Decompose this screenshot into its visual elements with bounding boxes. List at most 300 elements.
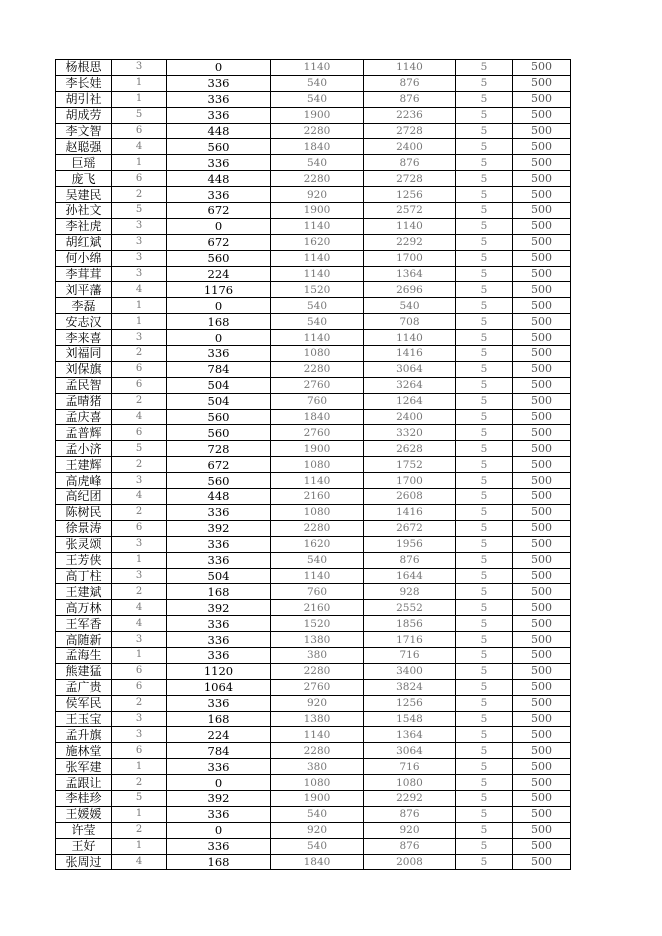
value-cell-2[interactable]: 784 (167, 361, 271, 377)
value-cell-1[interactable]: 3 (112, 60, 167, 76)
value-cell-3[interactable]: 1900 (271, 441, 364, 457)
value-cell-6[interactable]: 500 (513, 107, 571, 123)
name-cell[interactable]: 孟广贵 (56, 679, 112, 695)
value-cell-6[interactable]: 500 (513, 647, 571, 663)
value-cell-6[interactable]: 500 (513, 536, 571, 552)
value-cell-2[interactable]: 336 (167, 107, 271, 123)
value-cell-1[interactable]: 1 (112, 91, 167, 107)
value-cell-5[interactable]: 5 (456, 679, 513, 695)
name-cell[interactable]: 王媛媛 (56, 806, 112, 822)
value-cell-4[interactable]: 1956 (364, 536, 456, 552)
value-cell-4[interactable]: 2400 (364, 409, 456, 425)
value-cell-6[interactable]: 500 (513, 822, 571, 838)
name-cell[interactable]: 刘平藩 (56, 282, 112, 298)
value-cell-3[interactable]: 2280 (271, 171, 364, 187)
value-cell-6[interactable]: 500 (513, 489, 571, 505)
value-cell-5[interactable]: 5 (456, 234, 513, 250)
value-cell-1[interactable]: 4 (112, 489, 167, 505)
value-cell-2[interactable]: 504 (167, 377, 271, 393)
value-cell-6[interactable]: 500 (513, 330, 571, 346)
name-cell[interactable]: 孙社文 (56, 203, 112, 219)
value-cell-1[interactable]: 5 (112, 790, 167, 806)
value-cell-3[interactable]: 1080 (271, 775, 364, 791)
value-cell-5[interactable]: 5 (456, 536, 513, 552)
value-cell-1[interactable]: 4 (112, 854, 167, 870)
name-cell[interactable]: 杨根思 (56, 60, 112, 76)
value-cell-1[interactable]: 3 (112, 473, 167, 489)
value-cell-5[interactable]: 5 (456, 616, 513, 632)
value-cell-1[interactable]: 4 (112, 600, 167, 616)
value-cell-4[interactable]: 1644 (364, 568, 456, 584)
value-cell-5[interactable]: 5 (456, 759, 513, 775)
value-cell-1[interactable]: 6 (112, 663, 167, 679)
value-cell-2[interactable]: 168 (167, 854, 271, 870)
name-cell[interactable]: 孟跟让 (56, 775, 112, 791)
value-cell-5[interactable]: 5 (456, 60, 513, 76)
value-cell-4[interactable]: 2608 (364, 489, 456, 505)
value-cell-3[interactable]: 1380 (271, 632, 364, 648)
value-cell-2[interactable]: 672 (167, 457, 271, 473)
value-cell-2[interactable]: 336 (167, 759, 271, 775)
value-cell-5[interactable]: 5 (456, 504, 513, 520)
value-cell-2[interactable]: 336 (167, 504, 271, 520)
value-cell-4[interactable]: 2400 (364, 139, 456, 155)
name-cell[interactable]: 刘福同 (56, 346, 112, 362)
value-cell-2[interactable]: 784 (167, 743, 271, 759)
value-cell-6[interactable]: 500 (513, 759, 571, 775)
value-cell-1[interactable]: 3 (112, 711, 167, 727)
value-cell-6[interactable]: 500 (513, 568, 571, 584)
name-cell[interactable]: 孟民智 (56, 377, 112, 393)
value-cell-1[interactable]: 4 (112, 282, 167, 298)
value-cell-3[interactable]: 1840 (271, 409, 364, 425)
name-cell[interactable]: 李文智 (56, 123, 112, 139)
name-cell[interactable]: 孟海生 (56, 647, 112, 663)
value-cell-6[interactable]: 500 (513, 679, 571, 695)
name-cell[interactable]: 王好 (56, 838, 112, 854)
value-cell-4[interactable]: 876 (364, 155, 456, 171)
value-cell-5[interactable]: 5 (456, 822, 513, 838)
value-cell-3[interactable]: 2160 (271, 600, 364, 616)
value-cell-5[interactable]: 5 (456, 298, 513, 314)
value-cell-1[interactable]: 5 (112, 441, 167, 457)
value-cell-2[interactable]: 560 (167, 473, 271, 489)
value-cell-2[interactable]: 1176 (167, 282, 271, 298)
name-cell[interactable]: 孟小济 (56, 441, 112, 457)
value-cell-4[interactable]: 1416 (364, 346, 456, 362)
value-cell-1[interactable]: 3 (112, 250, 167, 266)
name-cell[interactable]: 刘保旗 (56, 361, 112, 377)
value-cell-3[interactable]: 1520 (271, 282, 364, 298)
value-cell-1[interactable]: 4 (112, 139, 167, 155)
name-cell[interactable]: 胡红斌 (56, 234, 112, 250)
value-cell-1[interactable]: 6 (112, 171, 167, 187)
name-cell[interactable]: 李来喜 (56, 330, 112, 346)
value-cell-2[interactable]: 448 (167, 123, 271, 139)
name-cell[interactable]: 陈树民 (56, 504, 112, 520)
value-cell-5[interactable]: 5 (456, 520, 513, 536)
name-cell[interactable]: 巨瑶 (56, 155, 112, 171)
value-cell-1[interactable]: 1 (112, 75, 167, 91)
value-cell-5[interactable]: 5 (456, 743, 513, 759)
name-cell[interactable]: 熊建猛 (56, 663, 112, 679)
value-cell-6[interactable]: 500 (513, 743, 571, 759)
value-cell-6[interactable]: 500 (513, 695, 571, 711)
value-cell-2[interactable]: 392 (167, 600, 271, 616)
value-cell-4[interactable]: 3064 (364, 743, 456, 759)
value-cell-6[interactable]: 500 (513, 552, 571, 568)
value-cell-5[interactable]: 5 (456, 218, 513, 234)
value-cell-5[interactable]: 5 (456, 203, 513, 219)
value-cell-5[interactable]: 5 (456, 632, 513, 648)
value-cell-6[interactable]: 500 (513, 393, 571, 409)
value-cell-1[interactable]: 6 (112, 679, 167, 695)
value-cell-1[interactable]: 5 (112, 203, 167, 219)
value-cell-3[interactable]: 1900 (271, 790, 364, 806)
value-cell-4[interactable]: 1140 (364, 60, 456, 76)
value-cell-5[interactable]: 5 (456, 187, 513, 203)
name-cell[interactable]: 王建辉 (56, 457, 112, 473)
value-cell-5[interactable]: 5 (456, 107, 513, 123)
value-cell-6[interactable]: 500 (513, 520, 571, 536)
name-cell[interactable]: 吴建民 (56, 187, 112, 203)
value-cell-1[interactable]: 6 (112, 361, 167, 377)
value-cell-5[interactable]: 5 (456, 727, 513, 743)
value-cell-2[interactable]: 504 (167, 393, 271, 409)
value-cell-3[interactable]: 2760 (271, 679, 364, 695)
value-cell-4[interactable]: 1364 (364, 727, 456, 743)
value-cell-4[interactable]: 876 (364, 552, 456, 568)
value-cell-4[interactable]: 3400 (364, 663, 456, 679)
value-cell-3[interactable]: 2760 (271, 377, 364, 393)
value-cell-1[interactable]: 2 (112, 393, 167, 409)
value-cell-6[interactable]: 500 (513, 854, 571, 870)
value-cell-1[interactable]: 2 (112, 346, 167, 362)
name-cell[interactable]: 庞飞 (56, 171, 112, 187)
value-cell-4[interactable]: 2672 (364, 520, 456, 536)
name-cell[interactable]: 高丁柱 (56, 568, 112, 584)
name-cell[interactable]: 李社虎 (56, 218, 112, 234)
value-cell-5[interactable]: 5 (456, 393, 513, 409)
value-cell-6[interactable]: 500 (513, 457, 571, 473)
value-cell-5[interactable]: 5 (456, 361, 513, 377)
value-cell-2[interactable]: 168 (167, 584, 271, 600)
value-cell-1[interactable]: 1 (112, 314, 167, 330)
value-cell-5[interactable]: 5 (456, 171, 513, 187)
name-cell[interactable]: 张灵颂 (56, 536, 112, 552)
value-cell-1[interactable]: 3 (112, 330, 167, 346)
value-cell-4[interactable]: 876 (364, 838, 456, 854)
value-cell-6[interactable]: 500 (513, 282, 571, 298)
value-cell-3[interactable]: 760 (271, 393, 364, 409)
value-cell-5[interactable]: 5 (456, 568, 513, 584)
value-cell-2[interactable]: 336 (167, 838, 271, 854)
value-cell-2[interactable]: 224 (167, 266, 271, 282)
value-cell-3[interactable]: 1140 (271, 60, 364, 76)
value-cell-1[interactable]: 3 (112, 727, 167, 743)
value-cell-1[interactable]: 3 (112, 234, 167, 250)
value-cell-2[interactable]: 0 (167, 330, 271, 346)
value-cell-6[interactable]: 500 (513, 838, 571, 854)
value-cell-3[interactable]: 1900 (271, 107, 364, 123)
value-cell-2[interactable]: 560 (167, 425, 271, 441)
value-cell-4[interactable]: 1140 (364, 330, 456, 346)
value-cell-4[interactable]: 1856 (364, 616, 456, 632)
name-cell[interactable]: 王芳侠 (56, 552, 112, 568)
value-cell-3[interactable]: 2160 (271, 489, 364, 505)
name-cell[interactable]: 王军香 (56, 616, 112, 632)
value-cell-1[interactable]: 1 (112, 647, 167, 663)
value-cell-4[interactable]: 2572 (364, 203, 456, 219)
value-cell-4[interactable]: 3320 (364, 425, 456, 441)
value-cell-3[interactable]: 1140 (271, 330, 364, 346)
value-cell-6[interactable]: 500 (513, 775, 571, 791)
value-cell-3[interactable]: 1140 (271, 266, 364, 282)
name-cell[interactable]: 何小绵 (56, 250, 112, 266)
value-cell-5[interactable]: 5 (456, 489, 513, 505)
value-cell-6[interactable]: 500 (513, 727, 571, 743)
value-cell-3[interactable]: 1380 (271, 711, 364, 727)
value-cell-2[interactable]: 504 (167, 568, 271, 584)
value-cell-1[interactable]: 3 (112, 568, 167, 584)
value-cell-2[interactable]: 168 (167, 314, 271, 330)
value-cell-4[interactable]: 1548 (364, 711, 456, 727)
value-cell-2[interactable]: 336 (167, 647, 271, 663)
value-cell-3[interactable]: 2280 (271, 663, 364, 679)
value-cell-3[interactable]: 2280 (271, 743, 364, 759)
name-cell[interactable]: 许莹 (56, 822, 112, 838)
value-cell-5[interactable]: 5 (456, 250, 513, 266)
value-cell-3[interactable]: 920 (271, 187, 364, 203)
value-cell-4[interactable]: 876 (364, 75, 456, 91)
name-cell[interactable]: 王玉宝 (56, 711, 112, 727)
value-cell-5[interactable]: 5 (456, 441, 513, 457)
value-cell-1[interactable]: 6 (112, 123, 167, 139)
value-cell-1[interactable]: 3 (112, 536, 167, 552)
value-cell-4[interactable]: 876 (364, 91, 456, 107)
value-cell-5[interactable]: 5 (456, 155, 513, 171)
value-cell-1[interactable]: 1 (112, 155, 167, 171)
value-cell-1[interactable]: 2 (112, 822, 167, 838)
value-cell-2[interactable]: 336 (167, 695, 271, 711)
value-cell-4[interactable]: 2728 (364, 123, 456, 139)
value-cell-1[interactable]: 1 (112, 838, 167, 854)
value-cell-6[interactable]: 500 (513, 218, 571, 234)
name-cell[interactable]: 安志汉 (56, 314, 112, 330)
value-cell-5[interactable]: 5 (456, 838, 513, 854)
value-cell-1[interactable]: 1 (112, 759, 167, 775)
value-cell-3[interactable]: 920 (271, 822, 364, 838)
value-cell-4[interactable]: 2292 (364, 790, 456, 806)
value-cell-5[interactable]: 5 (456, 346, 513, 362)
name-cell[interactable]: 施林堂 (56, 743, 112, 759)
value-cell-5[interactable]: 5 (456, 806, 513, 822)
value-cell-3[interactable]: 920 (271, 695, 364, 711)
value-cell-6[interactable]: 500 (513, 616, 571, 632)
name-cell[interactable]: 孟庆喜 (56, 409, 112, 425)
value-cell-5[interactable]: 5 (456, 425, 513, 441)
value-cell-5[interactable]: 5 (456, 552, 513, 568)
value-cell-5[interactable]: 5 (456, 457, 513, 473)
value-cell-4[interactable]: 2728 (364, 171, 456, 187)
value-cell-4[interactable]: 3264 (364, 377, 456, 393)
value-cell-2[interactable]: 336 (167, 155, 271, 171)
value-cell-2[interactable]: 448 (167, 489, 271, 505)
value-cell-3[interactable]: 540 (271, 314, 364, 330)
name-cell[interactable]: 李茸茸 (56, 266, 112, 282)
name-cell[interactable]: 李长娃 (56, 75, 112, 91)
value-cell-2[interactable]: 336 (167, 536, 271, 552)
value-cell-3[interactable]: 1080 (271, 504, 364, 520)
value-cell-4[interactable]: 920 (364, 822, 456, 838)
value-cell-6[interactable]: 500 (513, 139, 571, 155)
value-cell-5[interactable]: 5 (456, 790, 513, 806)
value-cell-1[interactable]: 4 (112, 409, 167, 425)
name-cell[interactable]: 高随新 (56, 632, 112, 648)
value-cell-6[interactable]: 500 (513, 377, 571, 393)
value-cell-2[interactable]: 336 (167, 552, 271, 568)
value-cell-2[interactable]: 728 (167, 441, 271, 457)
value-cell-6[interactable]: 500 (513, 155, 571, 171)
value-cell-6[interactable]: 500 (513, 314, 571, 330)
name-cell[interactable]: 孟晴猪 (56, 393, 112, 409)
value-cell-2[interactable]: 560 (167, 139, 271, 155)
value-cell-1[interactable]: 2 (112, 187, 167, 203)
value-cell-4[interactable]: 716 (364, 647, 456, 663)
value-cell-6[interactable]: 500 (513, 663, 571, 679)
value-cell-2[interactable]: 392 (167, 790, 271, 806)
value-cell-3[interactable]: 2280 (271, 361, 364, 377)
value-cell-3[interactable]: 1080 (271, 457, 364, 473)
value-cell-2[interactable]: 0 (167, 218, 271, 234)
value-cell-6[interactable]: 500 (513, 75, 571, 91)
value-cell-5[interactable]: 5 (456, 75, 513, 91)
value-cell-1[interactable]: 2 (112, 775, 167, 791)
value-cell-1[interactable]: 2 (112, 504, 167, 520)
value-cell-2[interactable]: 392 (167, 520, 271, 536)
value-cell-1[interactable]: 6 (112, 425, 167, 441)
value-cell-3[interactable]: 2280 (271, 520, 364, 536)
name-cell[interactable]: 高万林 (56, 600, 112, 616)
value-cell-4[interactable]: 2008 (364, 854, 456, 870)
value-cell-3[interactable]: 540 (271, 838, 364, 854)
value-cell-3[interactable]: 1840 (271, 139, 364, 155)
value-cell-4[interactable]: 1700 (364, 250, 456, 266)
name-cell[interactable]: 胡成劳 (56, 107, 112, 123)
value-cell-4[interactable]: 1080 (364, 775, 456, 791)
value-cell-6[interactable]: 500 (513, 632, 571, 648)
name-cell[interactable]: 赵聪强 (56, 139, 112, 155)
value-cell-3[interactable]: 540 (271, 806, 364, 822)
name-cell[interactable]: 李磊 (56, 298, 112, 314)
name-cell[interactable]: 张军建 (56, 759, 112, 775)
value-cell-6[interactable]: 500 (513, 425, 571, 441)
value-cell-6[interactable]: 500 (513, 123, 571, 139)
value-cell-1[interactable]: 2 (112, 584, 167, 600)
value-cell-2[interactable]: 224 (167, 727, 271, 743)
value-cell-3[interactable]: 1620 (271, 234, 364, 250)
value-cell-2[interactable]: 0 (167, 298, 271, 314)
value-cell-6[interactable]: 500 (513, 171, 571, 187)
value-cell-6[interactable]: 500 (513, 234, 571, 250)
value-cell-1[interactable]: 6 (112, 520, 167, 536)
value-cell-5[interactable]: 5 (456, 647, 513, 663)
value-cell-1[interactable]: 1 (112, 552, 167, 568)
value-cell-4[interactable]: 928 (364, 584, 456, 600)
value-cell-6[interactable]: 500 (513, 806, 571, 822)
value-cell-3[interactable]: 1140 (271, 218, 364, 234)
value-cell-4[interactable]: 708 (364, 314, 456, 330)
value-cell-6[interactable]: 500 (513, 504, 571, 520)
value-cell-3[interactable]: 380 (271, 759, 364, 775)
value-cell-1[interactable]: 6 (112, 743, 167, 759)
value-cell-2[interactable]: 0 (167, 775, 271, 791)
value-cell-4[interactable]: 876 (364, 806, 456, 822)
name-cell[interactable]: 张周过 (56, 854, 112, 870)
value-cell-1[interactable]: 1 (112, 298, 167, 314)
name-cell[interactable]: 高虎峰 (56, 473, 112, 489)
value-cell-6[interactable]: 500 (513, 91, 571, 107)
value-cell-4[interactable]: 1264 (364, 393, 456, 409)
value-cell-6[interactable]: 500 (513, 409, 571, 425)
name-cell[interactable]: 高纪团 (56, 489, 112, 505)
value-cell-3[interactable]: 760 (271, 584, 364, 600)
value-cell-5[interactable]: 5 (456, 663, 513, 679)
value-cell-5[interactable]: 5 (456, 584, 513, 600)
value-cell-6[interactable]: 500 (513, 361, 571, 377)
value-cell-2[interactable]: 1064 (167, 679, 271, 695)
value-cell-2[interactable]: 0 (167, 60, 271, 76)
value-cell-4[interactable]: 1256 (364, 695, 456, 711)
value-cell-2[interactable]: 336 (167, 187, 271, 203)
value-cell-2[interactable]: 336 (167, 346, 271, 362)
value-cell-4[interactable]: 1716 (364, 632, 456, 648)
value-cell-3[interactable]: 1140 (271, 727, 364, 743)
value-cell-3[interactable]: 1080 (271, 346, 364, 362)
value-cell-4[interactable]: 1364 (364, 266, 456, 282)
value-cell-4[interactable]: 716 (364, 759, 456, 775)
value-cell-4[interactable]: 3824 (364, 679, 456, 695)
value-cell-6[interactable]: 500 (513, 473, 571, 489)
name-cell[interactable]: 胡引社 (56, 91, 112, 107)
value-cell-6[interactable]: 500 (513, 203, 571, 219)
value-cell-5[interactable]: 5 (456, 266, 513, 282)
value-cell-2[interactable]: 336 (167, 91, 271, 107)
value-cell-4[interactable]: 3064 (364, 361, 456, 377)
value-cell-4[interactable]: 1256 (364, 187, 456, 203)
value-cell-3[interactable]: 1140 (271, 473, 364, 489)
value-cell-5[interactable]: 5 (456, 330, 513, 346)
value-cell-5[interactable]: 5 (456, 139, 513, 155)
value-cell-1[interactable]: 2 (112, 457, 167, 473)
value-cell-4[interactable]: 1752 (364, 457, 456, 473)
value-cell-3[interactable]: 1900 (271, 203, 364, 219)
name-cell[interactable]: 侯军民 (56, 695, 112, 711)
value-cell-2[interactable]: 560 (167, 250, 271, 266)
value-cell-5[interactable]: 5 (456, 473, 513, 489)
value-cell-4[interactable]: 2292 (364, 234, 456, 250)
value-cell-3[interactable]: 1520 (271, 616, 364, 632)
value-cell-1[interactable]: 2 (112, 695, 167, 711)
name-cell[interactable]: 孟普辉 (56, 425, 112, 441)
value-cell-5[interactable]: 5 (456, 775, 513, 791)
value-cell-2[interactable]: 336 (167, 632, 271, 648)
value-cell-4[interactable]: 2552 (364, 600, 456, 616)
value-cell-3[interactable]: 1840 (271, 854, 364, 870)
value-cell-3[interactable]: 380 (271, 647, 364, 663)
value-cell-2[interactable]: 672 (167, 234, 271, 250)
value-cell-6[interactable]: 500 (513, 298, 571, 314)
